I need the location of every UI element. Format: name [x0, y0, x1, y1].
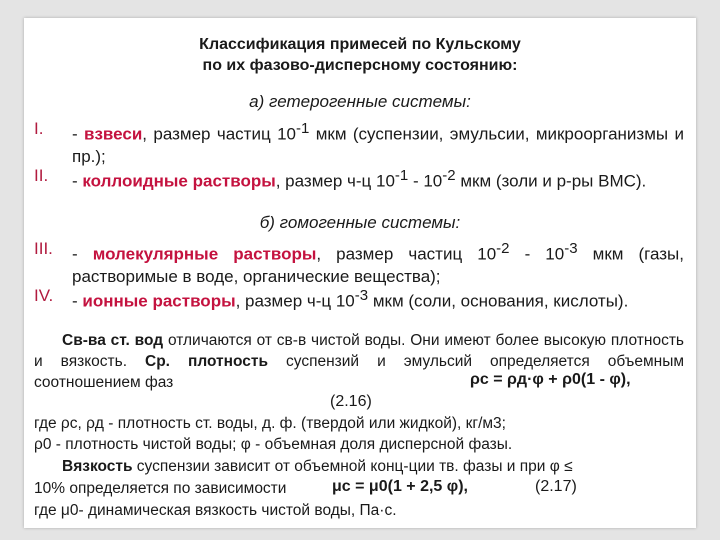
formula-2-17: μс = μ0(1 + 2,5 φ), [332, 478, 468, 495]
item-3-text: - молекулярные растворы, размер частиц $10^{-2} - 10^{-3}$ мкм (газы, растворимые в воде, органические вещества); [72, 240, 685, 286]
term-colloids: коллоидные растворы [82, 171, 276, 191]
equation-number-2-16: (2.16) [330, 393, 372, 410]
lead-density: Ср. плотность [145, 353, 269, 370]
paragraph-dynamic-viscosity: где μ0- динамическая вязкость чистой воды, Па·с. [34, 502, 397, 519]
term-ionic: ионные растворы [82, 291, 236, 311]
item-2-text: - коллоидные растворы, размер ч-ц $10^{-1} - 10^{-2}$ мкм (золи и р-ры ВМС). [72, 167, 647, 191]
paragraph-density: Св-ва ст. вод отличаются от св-в чистой воды. Они имеют более высокую плотность и вязкость. Ср. плотность суспензий и эмульсий определяется объемным соотношением фаз [34, 332, 685, 391]
roman-numeral-1: I. [34, 119, 44, 138]
term-suspensions: взвеси [84, 124, 143, 144]
item-4-text: - ионные растворы, размер ч-ц $10^{-3}$ мкм (соли, основания, кислоты). [72, 287, 629, 311]
lead-viscosity: Вязкость [62, 458, 133, 475]
section-heterogeneous: а) гетерогенные системы: [249, 92, 471, 111]
paragraph-clean-water-density: ρ0 - плотность чистой воды; φ - объемная доля дисперсной фазы. [34, 436, 513, 453]
roman-numeral-3: III. [34, 239, 53, 258]
lead-properties: Св-ва ст. вод [62, 332, 164, 349]
formula-2-16: ρс = ρд·φ + ρ0(1 - φ), [470, 371, 631, 388]
paragraph-viscosity: Вязкость суспензии зависит от объемной конц-ции тв. фазы и при φ ≤ [62, 458, 573, 475]
title-line-1: Классификация примесей по Кульскому [199, 36, 521, 53]
paragraph-density-legend: где ρс, ρд - плотность ст. воды, д. ф. (твердой или жидкой), кг/м3; [34, 415, 506, 432]
term-molecular: молекулярные растворы [92, 244, 317, 264]
slide-title [0, 34, 720, 76]
roman-numeral-2: II. [34, 166, 49, 185]
item-1-text: - взвеси, размер частиц $10^{-1}$ мкм (суспензии, эмульсии, микроорганизмы и пр.); [72, 120, 684, 166]
paragraph-viscosity-line2: 10% определяется по зависимости [34, 480, 287, 497]
section-homogeneous: б) гомогенные системы: [259, 213, 461, 232]
equation-number-2-17: (2.17) [535, 478, 577, 495]
roman-numeral-4: IV. [34, 286, 54, 305]
title-line-2: по их фазово-дисперсному состоянию: [202, 57, 518, 74]
